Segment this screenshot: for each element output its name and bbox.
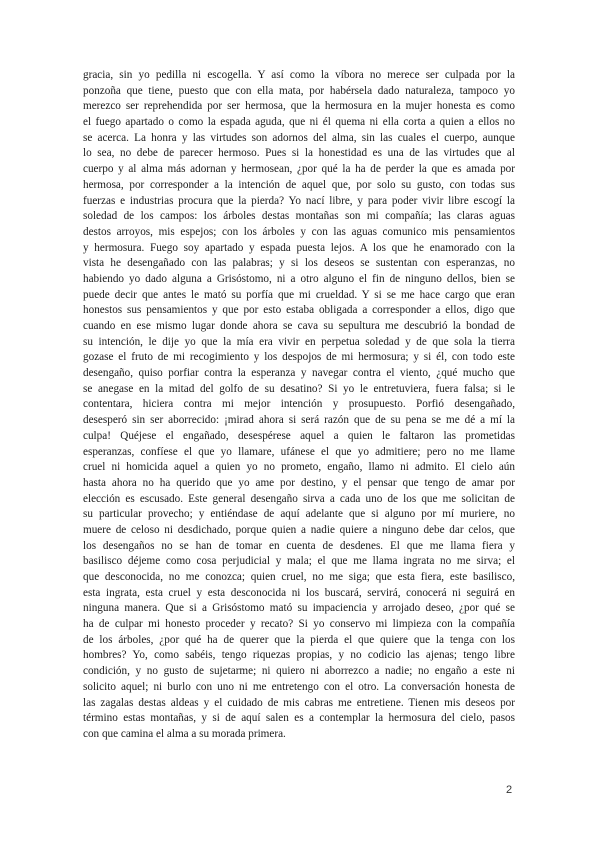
text-line: elección es escusado. Este general desengaño sirva a cada uno de los que me solicitan de [83,492,515,505]
text-line: lo sea, no debe de parecer hermoso. Pues si la honestidad es una de las virtudes que al [83,147,515,160]
text-line: cuerpo y al alma más adornan y hermosean, ¿por qué la ha de perder la que es amada por [83,163,515,176]
text-line: vista he desengañado con las palabras; y si los deseos se sustentan con esperanzas, no [83,257,515,270]
text-line: gracia, sin yo pedilla ni escogella. Y así como la víbora no merece ser culpada por la [83,69,515,81]
text-line: el fuego apartado o como la espada aguda, que ni él quema ni ella corta a quien a ellos no [83,116,515,129]
text-line: con que camina el alma a su morada primera. [83,727,286,740]
text-line: honestos sus pensamientos y que por esto estaba obligada a corresponder a ellos, digo que [83,304,515,317]
text-line: se anegase en la mitad del golfo de su desatino? Si yo le entretuviera, fuera falsa; si le [83,382,515,395]
text-line: basilisco déjeme como cosa perjudicial y mala; el que me llama ingrata no me sirva; el [83,555,515,568]
text-line: habiendo yo dado alguna a Grisóstomo, ni a otro alguno el fin de ninguno dellos, bien se [83,272,515,285]
text-line: muere de celoso ni desdichado, porque quien a nadie quiere a ninguno debe dar celos, que [83,523,515,536]
page-number: 2 [506,784,513,796]
text-line: cuando en ese mismo lugar donde ahora se cava su sepultura me descubrió la bondad de [83,320,515,332]
text-line: hermosa, por corresponder a la intención de aquel que, por solo su gusto, con todas sus [83,178,515,191]
text-line: desesperó sin ser aborrecido: ¡mirad ahora si será razón que de su pena se me dé a mí la [83,414,515,427]
text-line: destos arroyos, mis espejos; con los árboles y con las aguas comunico mis pensamientos [83,225,515,238]
body-paragraph [83,68,515,743]
text-line: desengaño, quiso porfiar contra la esperanza y navegar contra el viento, ¿qué mucho que [83,367,515,380]
text-line: esta ingrata, esta cruel y esta desconocida ni los buscará, servirá, conocerá ni seguirá en [83,586,515,599]
text-line: esperanzas, confíese el que yo llamare, ufánese el que yo admitiere; pero no me llame [83,445,515,458]
text-line: fuerzas e industrias procura que la pierda? Yo nací libre, y para poder vivir libre escogí la [83,194,515,207]
text-line: y hermosura. Fuego soy apartado y espada puesta lejos. A los que he enamorado con la [83,241,515,254]
text-line: solicito aquel; ni burlo con uno ni me entretengo con el otro. La conversación honesta de [83,680,515,693]
text-line: soledad de los campos: los árboles destas montañas son mi compañía; las claras aguas [83,210,515,223]
text-line: hasta ahora no ha querido que yo ame por destino, y el pensar que tengo de amar por [83,476,515,489]
text-line: hombres? Yo, como sabéis, tengo riquezas propias, y no codicio las ajenas; tengo libre [83,649,515,662]
text-line: que desconocida, no me conozca; quien cruel, no me siga; que esta fiera, este basilisco, [83,571,515,583]
text-line: condición, y no gusto de sujetarme; ni quiero ni aborrezco a nadie; no engaño a este ni [83,665,515,678]
text-line: término estas montañas, y si de aquí salen es a contemplar la hermosura del cielo, pasos [83,712,515,725]
text-line: se acerca. La honra y las virtudes son adornos del alma, sin las cuales el cuerpo, aunque [83,131,515,144]
text-line: las zagalas destas aldeas y el cuidado de mis cabras me entretiene. Tienen mis deseos por [83,696,515,709]
text-line: gozase el fruto de mi recogimiento y los despojos de mi hermosura; y si él, con todo este [83,351,515,364]
text-line: de los árboles, ¿por qué ha de querer que la pierda el que quiere que la tenga con los [83,633,515,646]
text-line: puede decir que antes le mató su porfía que mi crueldad. Y si se me hace cargo que eran [83,288,515,301]
text-line: contentara, hiciera contra mi mejor intención y prosupuesto. Porfió desengañado, [83,398,515,411]
text-line: culpa! Quéjese el engañado, desespérese aquel a quien le faltaron las prometidas [83,429,515,442]
text-line: merezco ser reprehendida por ser hermosa, que la hermosura en la mujer honesta es como [83,100,515,113]
text-line: cruel ni homicida aquel a quien yo no prometo, engaño, llamo ni admito. El cielo aún [83,461,515,474]
text-line: los desengaños no se han de tomar en cuenta de desdenes. El que me llama fiera y [83,539,515,552]
text-line: su particular provecho; y entiéndase de aquí adelante que si alguno por mí muriere, no [83,508,515,521]
text-line: ninguna manera. Que si a Grisóstomo mató su impaciencia y arrojado deseo, ¿por qué se [83,602,515,615]
text-line: ha de culpar mi honesto proceder y recato? Si yo conservo mi limpieza con la compañía [83,618,515,631]
text-line: ponzoña que tiene, puesto que con ella mata, por habérsela dado naturaleza, tampoco yo [83,84,515,97]
text-line: su intención, le dije yo que la mía era vivir en perpetua soledad y de que sola la tierra [83,335,515,348]
